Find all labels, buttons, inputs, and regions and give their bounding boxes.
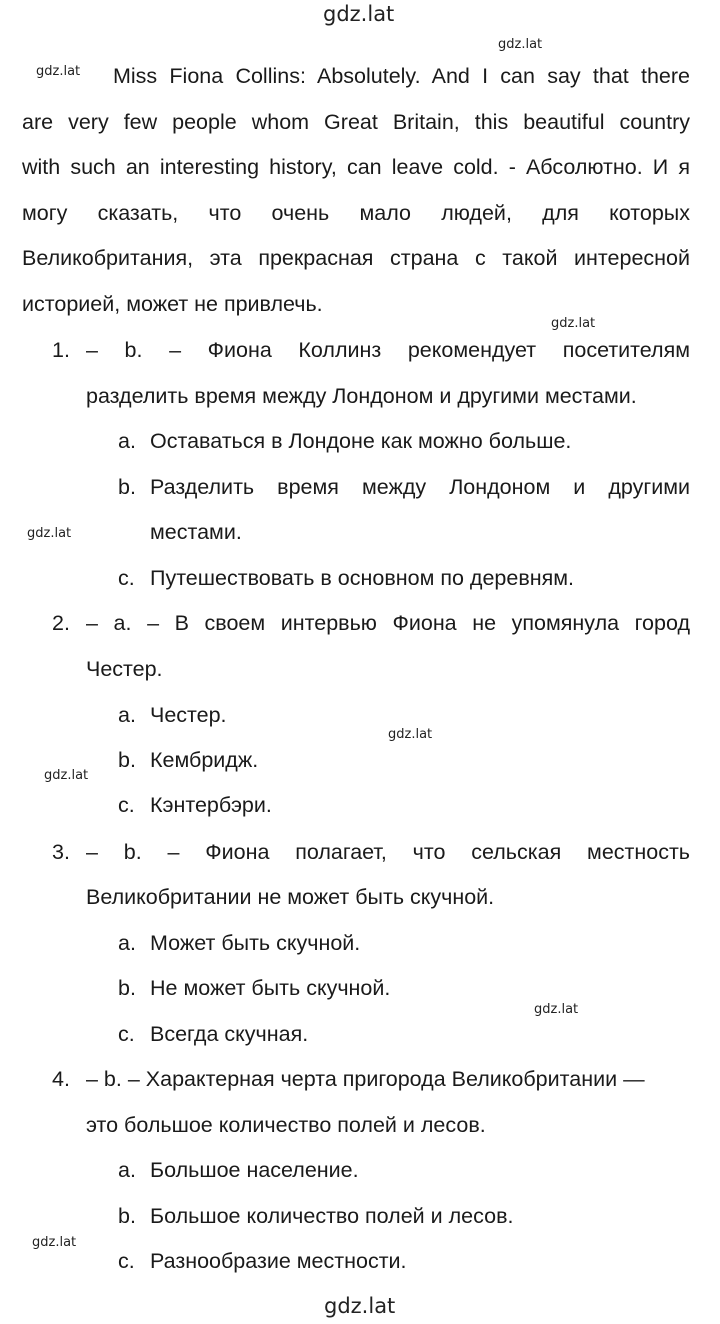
watermark: gdz.lat xyxy=(498,37,543,52)
option-text: Кембридж. xyxy=(150,748,259,772)
intro-line: Miss Fiona Collins: Absolutely. And I can say that there xyxy=(113,64,690,88)
option-letter: b. xyxy=(118,748,136,772)
intro-line: могу сказать, что очень мало людей, для которых xyxy=(22,201,690,225)
answer-line: это большое количество полей и лесов. xyxy=(86,1113,486,1137)
option-letter: c. xyxy=(118,1249,135,1273)
option-text: Разнообразие местности. xyxy=(150,1249,407,1273)
watermark: gdz.lat xyxy=(32,1235,77,1250)
option-text: Большое население. xyxy=(150,1158,359,1182)
option-text: Путешествовать в основном по деревням. xyxy=(150,566,575,590)
option-letter: b. xyxy=(118,1204,136,1228)
option-letter: a. xyxy=(118,429,136,453)
intro-line: Великобритания, эта прекрасная страна с такой интересной xyxy=(22,246,690,270)
option-letter: c. xyxy=(118,1022,135,1046)
option-letter: a. xyxy=(118,931,136,955)
watermark: gdz.lat xyxy=(551,316,596,331)
answer-line: – a. – В своем интервью Фиона не упомянула город xyxy=(86,611,690,635)
option-text: Большое количество полей и лесов. xyxy=(150,1204,514,1228)
option-text: Разделить время между Лондоном и другими xyxy=(150,475,690,499)
item-number: 4. xyxy=(52,1067,70,1091)
watermark: gdz.lat xyxy=(36,64,81,79)
watermark: gdz.lat xyxy=(44,768,89,783)
option-text: Всегда скучная. xyxy=(150,1022,309,1046)
option-text: местами. xyxy=(150,520,242,544)
answer-line: Великобритании не может быть скучной. xyxy=(86,885,495,909)
intro-line: are very few people whom Great Britain, this beautiful country xyxy=(22,110,690,134)
option-letter: c. xyxy=(118,566,135,590)
option-text: Не может быть скучной. xyxy=(150,976,391,1000)
answer-line: – b. – Характерная черта пригорода Великобритании — xyxy=(86,1067,645,1091)
answer-line: – b. – Фиона полагает, что сельская местность xyxy=(86,840,690,864)
option-text: Может быть скучной. xyxy=(150,931,361,955)
option-letter: b. xyxy=(118,976,136,1000)
answer-line: – b. – Фиона Коллинз рекомендует посетителям xyxy=(86,338,690,362)
option-text: Честер. xyxy=(150,703,227,727)
watermark-bottom: gdz.lat xyxy=(324,1294,396,1318)
option-text: Кэнтербэри. xyxy=(150,793,272,817)
item-number: 2. xyxy=(52,611,70,635)
option-letter: c. xyxy=(118,793,135,817)
intro-line: with such an interesting history, can leave cold. - Абсолютно. И я xyxy=(22,155,690,179)
option-letter: b. xyxy=(118,475,136,499)
watermark: gdz.lat xyxy=(388,727,433,742)
watermark: gdz.lat xyxy=(534,1002,579,1017)
option-letter: a. xyxy=(118,1158,136,1182)
option-text: Оставаться в Лондоне как можно больше. xyxy=(150,429,572,453)
item-number: 1. xyxy=(52,338,70,362)
intro-line: историей, может не привлечь. xyxy=(22,292,323,316)
answer-line: Честер. xyxy=(86,657,163,681)
item-number: 3. xyxy=(52,840,70,864)
watermark-top: gdz.lat xyxy=(323,2,395,26)
option-letter: a. xyxy=(118,703,136,727)
watermark: gdz.lat xyxy=(27,526,72,541)
answer-line: разделить время между Лондоном и другими местами. xyxy=(86,384,637,408)
